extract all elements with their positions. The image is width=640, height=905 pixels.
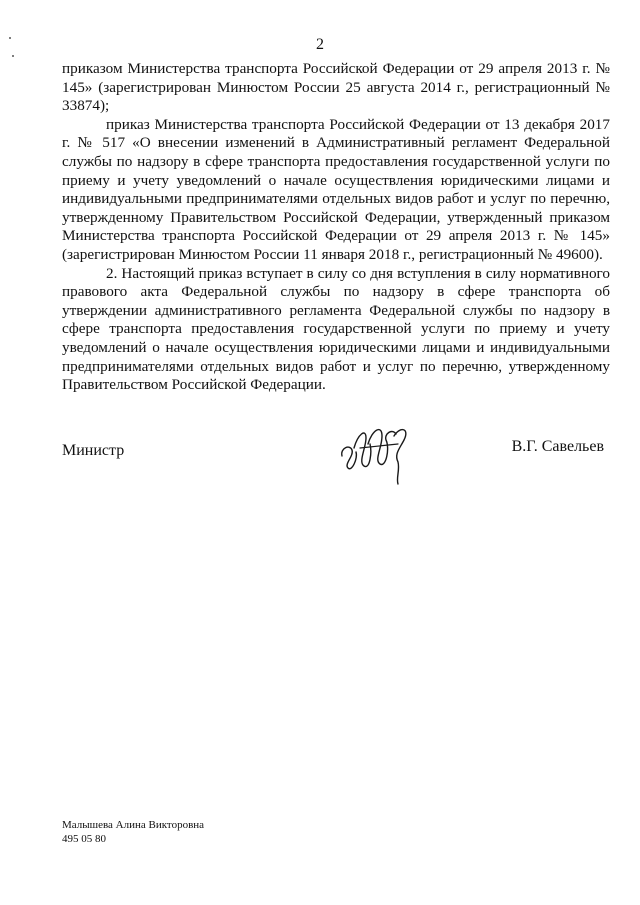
scan-speck [12, 55, 14, 57]
executor-name: Малышева Алина Викторовна [62, 819, 205, 831]
signature-block [0, 440, 640, 500]
document-body [62, 60, 610, 395]
paragraph-entry-into-force: 2. Настоящий приказ вступает в силу со дня вступления в силу нормативного правового акта Федеральной службы по надзору в сфере транспорта об утверждении административного регламента Федеральной службы по надзору в сфере транспорта предоставления государственной услуги по приему и учету уведомлений о начале осуществления юридическими лицами и индивидуальными предпринимателями отдельных видов работ и услуг по перечню, утвержденному Правительством Российской Федерации. [62, 264, 610, 394]
page-number: 2 [316, 36, 324, 53]
executor-info [62, 818, 204, 846]
signer-name: В.Г. Савельев [511, 438, 604, 455]
executor-phone: 495 05 80 [62, 833, 106, 845]
signer-position: Министр [62, 442, 125, 459]
paragraph-continuation: приказом Министерства транспорта Российской Федерации от 29 апреля 2013 г. № 145» (зарегистрирован Минюстом России 25 августа 2014 г., регистрационный № 33874); [62, 60, 610, 115]
handwritten-signature [336, 418, 416, 488]
paragraph-order-517: приказ Министерства транспорта Российской Федерации от 13 декабря 2017 г. № 517 «О внесении изменений в Административный регламент Федеральной службы по надзору в сфере транспорта предоставления государственной услуги по приему и учету уведомлений о начале осуществления юридическими лицами и индивидуальными предпринимателями отдельных видов работ и услуг по перечню, утвержденному Правительством Российской Федерации, утвержденный приказом Министерства транспорта Российской Федерации от 29 апреля 2013 г. № 145» (зарегистрирован Минюстом России 11 января 2018 г., регистрационный № 49600). [62, 115, 610, 263]
